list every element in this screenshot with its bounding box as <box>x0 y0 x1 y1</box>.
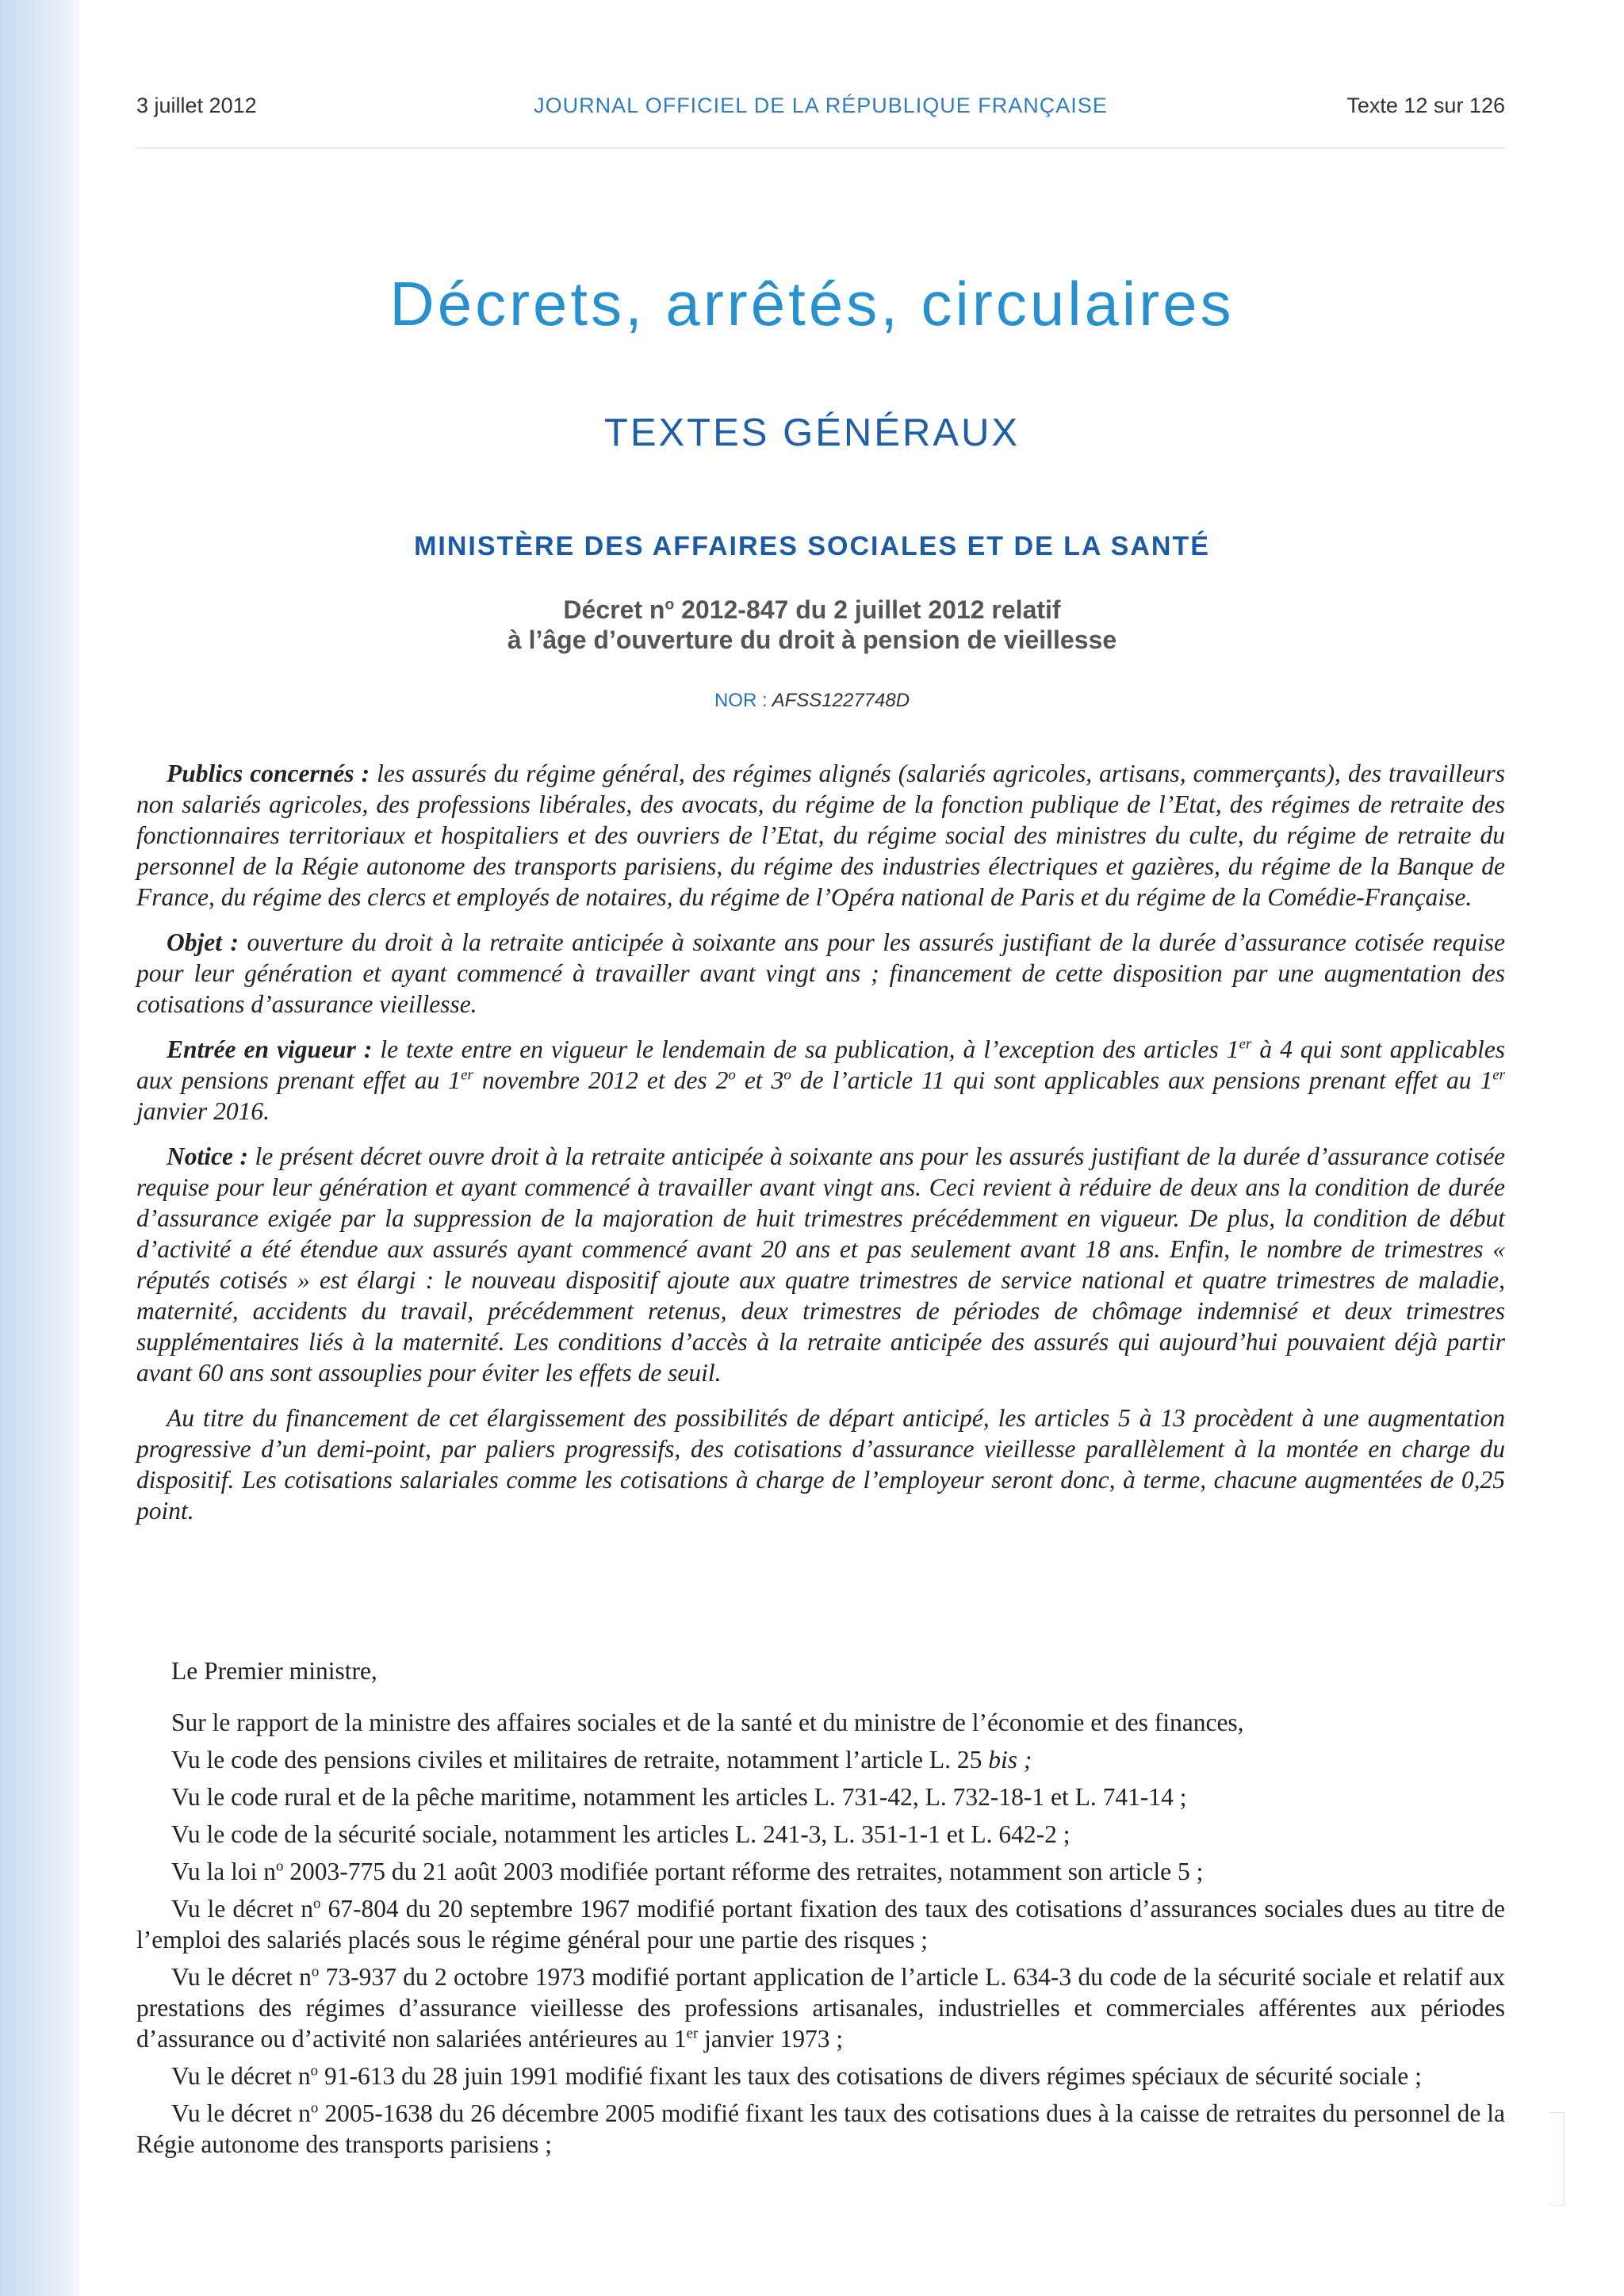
visa-6-post: janvier 1973 ; <box>698 2025 844 2053</box>
header-text-number: Texte 12 sur 126 <box>1346 94 1505 117</box>
visa-2: Vu le code rural et de la pêche maritime, notamment les articles L. 731-42, L. 732-18-1 et L. 741-14 ; <box>171 1783 1187 1811</box>
entree-text-c: novembre 2012 et des 2 <box>473 1066 729 1094</box>
entree-sup-3: o <box>728 1066 736 1084</box>
objet-text: ouverture du droit à la retraite anticipée à soixante ans pour les assurés justifiant de la durée d’assurance cotisée requise pour leur génération et ayant commencé à travailler avant vingt ans ; financement de cette disposition par une augmentation des cotisations d’assurance vieillesse. <box>136 928 1505 1018</box>
visa-4 <box>136 1856 1505 1887</box>
entree-sup-5: er <box>1492 1066 1505 1084</box>
entree-text-f: janvier 2016. <box>136 1097 270 1125</box>
visa-3: Vu le code de la sécurité sociale, notamment les articles L. 241-3, L. 351-1-1 et L. 642-2 ; <box>171 1820 1071 1848</box>
publics-label: Publics concernés : <box>167 760 370 787</box>
entree-text-b: à 4 qui sont applicables aux pensions prenant effet au 1 <box>136 1035 1505 1094</box>
visa-1-italic: bis ; <box>988 1746 1032 1774</box>
page-edge-tab <box>1549 2112 1565 2206</box>
entree-text-e: de l’article 11 qui sont applicables aux pensions prenant effet au 1 <box>791 1066 1493 1094</box>
header-divider <box>136 147 1505 149</box>
decree-title <box>0 595 1624 655</box>
visa-6-mid: 73-937 du 2 octobre 1973 modifié portant application de l’article L. 634-3 du code de la sécurité sociale et relatif aux prestations des régimes d’assurance vieillesse des professions artisanales, industrielles et commerciales afférentes aux périodes d’assurance ou d’activité non salariées antérieures au 1 <box>136 1963 1505 2053</box>
entree-text-a: le texte entre en vigueur le lendemain de sa publication, à l’exception des articles 1 <box>372 1035 1239 1063</box>
section-title: TEXTES GÉNÉRAUX <box>603 411 1021 454</box>
entree-label: Entrée en vigueur : <box>167 1035 373 1063</box>
publics-paragraph <box>136 758 1505 913</box>
visa-5-sup: o <box>313 1895 321 1912</box>
decree-title-sup: o <box>665 596 675 614</box>
nor-label: NOR : <box>714 690 768 711</box>
objet-label: Objet : <box>167 928 239 956</box>
visa-8-pre: Vu le décret n <box>171 2099 311 2127</box>
entree-sup-2: er <box>461 1066 473 1084</box>
decree-summary <box>136 758 1505 1540</box>
visa-5-pre: Vu le décret n <box>171 1895 314 1923</box>
decree-visas <box>136 1655 1505 2166</box>
visa-6-sup2: er <box>686 2025 699 2042</box>
visa-4-pre: Vu la loi n <box>171 1858 276 1885</box>
entree-text-d: et 3 <box>735 1066 784 1094</box>
page-left-margin-band <box>0 0 79 2296</box>
visa-5 <box>136 1893 1505 1955</box>
visa-5-post: 67-804 du 20 septembre 1967 modifié portant fixation des taux des cotisations d’assurances sociales dues au titre de l’emploi des salariés placés sous le régime général pour une partie des risques ; <box>136 1895 1505 1954</box>
visa-8-post: 2005-1638 du 26 décembre 2005 modifié fixant les taux des cotisations dues à la caisse de retraites du personnel de la Régie autonome des transports parisiens ; <box>136 2099 1505 2158</box>
decree-title-number: 2012-847 du 2 juillet 2012 relatif <box>674 595 1061 624</box>
premier-ministre-line: Le Premier ministre, <box>171 1657 377 1685</box>
visa-6-pre: Vu le décret n <box>171 1963 312 1991</box>
visa-7-sup: o <box>310 2062 319 2080</box>
decree-title-line1 <box>0 595 1624 625</box>
publics-text: les assurés du régime général, des régimes alignés (salariés agricoles, artisans, commerçants), des travailleurs non salariés agricoles, des professions libérales, des avocats, du régime de la fonction publique de l’Etat, des régimes de retraite des fonctionnaires territoriaux et hospitaliers et des ouvriers de l’Etat, du régime social des ministres du culte, du régime de retraite du personnel de la Régie autonome des transports parisiens, du régime des industries électriques et gazières, du régime de la Banque de France, du régime des clercs et employés de notaires, du régime de l’Opéra national de Paris et du régime de la Comédie-Française. <box>136 760 1505 911</box>
entree-sup-4: o <box>783 1066 791 1084</box>
header-journal-title: JOURNAL OFFICIEL DE LA RÉPUBLIQUE FRANÇAISE <box>534 94 1108 117</box>
entree-paragraph <box>136 1034 1505 1127</box>
page-header <box>136 94 1505 125</box>
ministry-heading: MINISTÈRE DES AFFAIRES SOCIALES ET DE LA SANTÉ <box>414 531 1210 561</box>
visa-7-pre: Vu le décret n <box>171 2062 311 2090</box>
notice-paragraph <box>136 1141 1505 1388</box>
notice-text: le présent décret ouvre droit à la retraite anticipée à soixante ans pour les assurés justifiant de la durée d’assurance cotisée requise pour leur génération et ayant commencé à travailler avant vingt ans. Ceci revient à réduire de deux ans la condition de durée d’assurance exigée par la suppression de la majoration de huit trimestres précédemment en vigueur. De plus, la condition de début d’activité a été étendue aux assurés ayant commencé avant 20 ans et pas seulement avant 18 ans. Enfin, le nombre de trimestres « réputés cotisés » est élargi : le nouveau dispositif ajoute aux quatre trimestres de service national et quatre trimestres de maladie, maternité, accidents du travail, précédemment retenus, deux trimestres de périodes de chômage indemnisé et deux trimestres supplémentaires liés à la maternité. Les conditions d’accès à la retraite anticipée des assurés qui aujourd’hui pouvaient déjà partir avant 60 ans sont assouplies pour éviter les effets de seuil. <box>136 1142 1505 1387</box>
visa-rapport: Sur le rapport de la ministre des affaires sociales et de la santé et du ministre de l’économie et des finances, <box>171 1709 1244 1736</box>
visa-1 <box>136 1744 1505 1775</box>
notice-label: Notice : <box>167 1142 248 1170</box>
nor-reference <box>0 690 1624 712</box>
entree-sup-1: er <box>1239 1035 1252 1053</box>
visa-6-sup: o <box>311 1963 320 1980</box>
visa-1-text: Vu le code des pensions civiles et militaires de retraite, notamment l’article L. 25 <box>171 1746 989 1774</box>
main-title: Décrets, arrêtés, circulaires <box>389 269 1235 339</box>
header-date: 3 juillet 2012 <box>136 94 257 117</box>
decree-title-prefix: Décret n <box>563 595 665 624</box>
visa-8-sup: o <box>310 2099 319 2117</box>
nor-code: AFSS1227748D <box>772 690 910 711</box>
financement-paragraph: Au titre du financement de cet élargissement des possibilités de départ anticipé, les articles 5 à 13 procèdent à une augmentation progressive d’un demi-point, par paliers progressifs, des cotisations d’assurance vieillesse parallèlement à la montée en charge du dispositif. Les cotisations salariales comme les cotisations à charge de l’employeur seront donc, à terme, chacune augmentées de 0,25 point. <box>136 1404 1505 1525</box>
visa-4-post: 2003-775 du 21 août 2003 modifiée portant réforme des retraites, notamment son article 5 ; <box>283 1858 1204 1885</box>
visa-7-post: 91-613 du 28 juin 1991 modifié fixant les taux des cotisations de divers régimes spéciaux de sécurité sociale ; <box>318 2062 1422 2090</box>
visa-4-sup: o <box>275 1858 284 1875</box>
visa-8 <box>136 2098 1505 2160</box>
visa-6 <box>136 1961 1505 2054</box>
visa-7 <box>136 2061 1505 2091</box>
decree-title-line2: à l’âge d’ouverture du droit à pension de vieillesse <box>507 626 1117 654</box>
objet-paragraph <box>136 927 1505 1020</box>
